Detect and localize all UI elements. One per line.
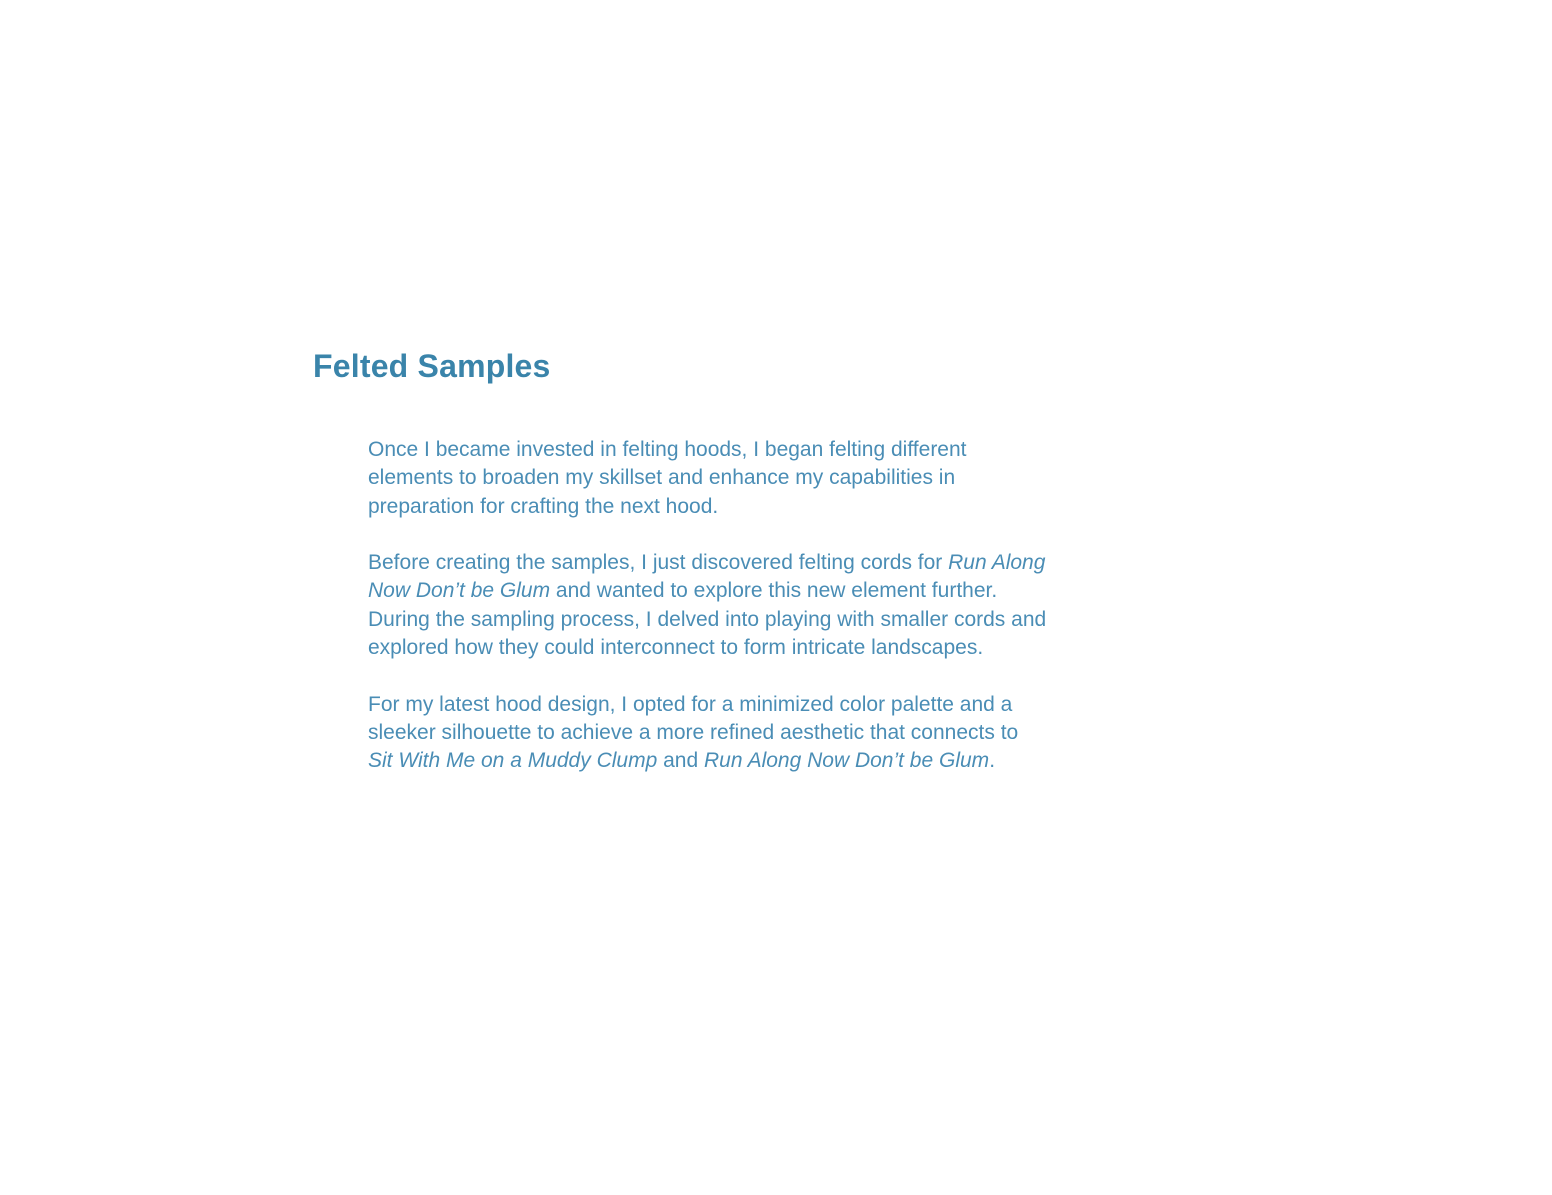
artwork-title-run-along-now: Run Along Now Don’t be Glum	[703, 749, 990, 773]
paragraph-2	[368, 549, 1208, 662]
paragraph-2-line-4: explored how they could interconnect to form intricate landscapes.	[368, 636, 984, 660]
paragraph-2-line-2-text: and wanted to explore this new element further.	[550, 579, 998, 603]
paragraph-2-line-1-text: Before creating the samples, I just discovered felting cords for	[368, 551, 949, 575]
paragraph-1-line-1: Once I became invested in felting hoods, I began felting different	[368, 438, 967, 461]
paragraph-3-line-3-period: .	[989, 749, 996, 773]
artwork-title-sit-with-me: Sit With Me on a Muddy Clump	[368, 749, 658, 773]
page-title: Felted Samples	[313, 348, 551, 384]
paragraph-2-line-3: During the sampling process, I delved into playing with smaller cords and	[368, 607, 1047, 631]
paragraph-1-line-3: preparation for crafting the next hood.	[368, 494, 719, 518]
paragraph-2-line-2	[368, 577, 1208, 605]
paragraph-1-line-2: elements to broaden my skillset and enhance my capabilities in	[368, 466, 956, 490]
paragraph-2-line-1	[368, 549, 1208, 577]
paragraph-1	[368, 436, 1208, 521]
paragraph-3-line-3-connector: and	[657, 749, 704, 773]
artwork-title-now-dont-be-glum: Now Don’t be Glum	[368, 579, 551, 603]
paragraph-3	[368, 691, 1208, 776]
paragraph-3-line-2: sleeker silhouette to achieve a more refined aesthetic that connects to	[368, 720, 1019, 744]
paragraph-3-line-1: For my latest hood design, I opted for a minimized color palette and a	[368, 692, 1013, 716]
body-text	[368, 436, 1208, 804]
artwork-title-run-along: Run Along	[948, 551, 1046, 575]
paragraph-3-line-3	[368, 747, 1208, 775]
